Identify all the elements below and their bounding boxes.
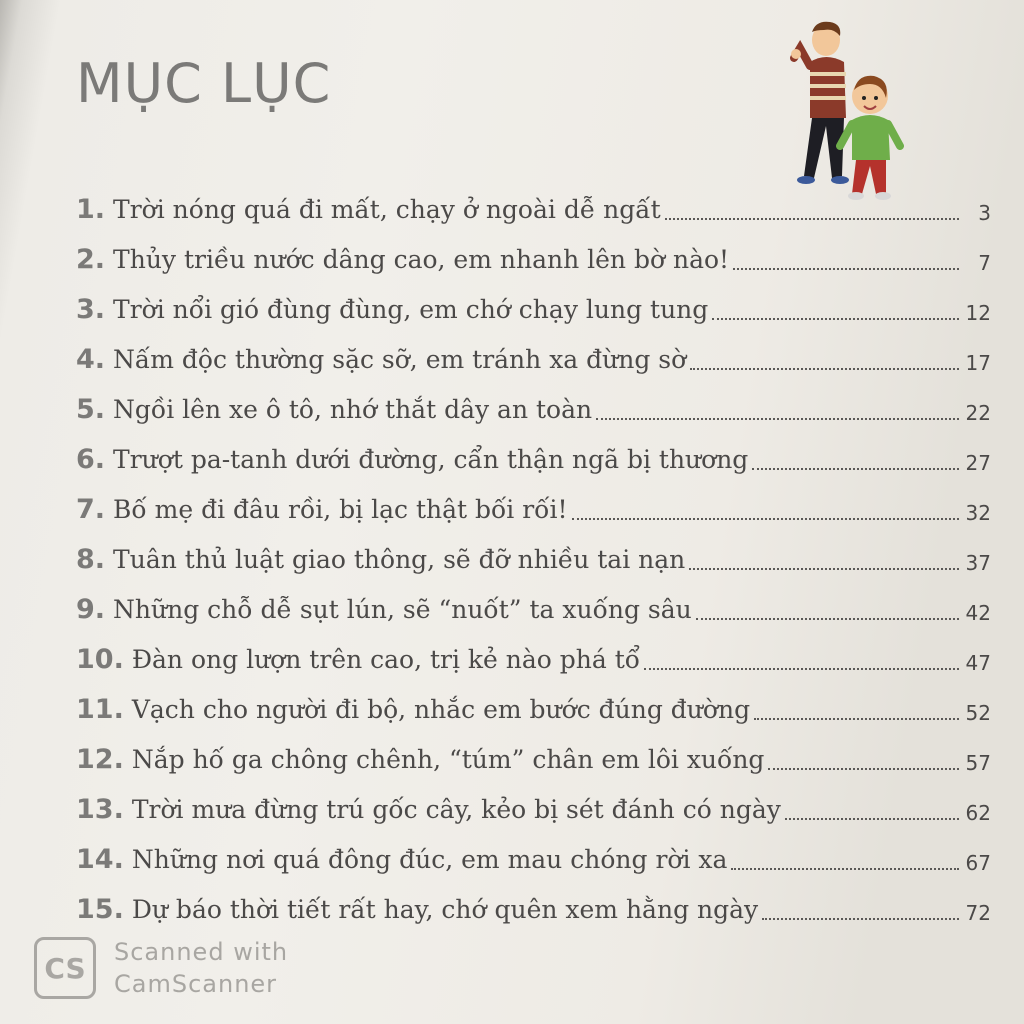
camscanner-logo-icon: CS [34,937,96,999]
two-children-icon [786,18,912,204]
toc-page-number: 52 [965,701,991,725]
toc-leader-dots [572,517,959,520]
camscanner-watermark [34,936,288,1000]
toc-page-number: 37 [965,551,991,575]
toc-title: Dự báo thời tiết rất hay, chớ quên xem hằng ngày [131,895,759,924]
toc-title: Bố mẹ đi đâu rồi, bị lạc thật bối rối! [113,495,568,524]
toc-leader-dots [768,767,959,770]
toc-title: Nấm độc thường sặc sỡ, em tránh xa đừng sờ [113,345,687,374]
toc-page-number: 27 [965,451,991,475]
toc-page-number: 12 [965,301,991,325]
toc-leader-dots [690,367,959,370]
toc-number: 4. [76,344,106,375]
toc-title: Tuân thủ luật giao thông, sẽ đỡ nhiều tai nạn [113,545,686,574]
toc-leader-dots [731,867,959,870]
toc-title: Trời mưa đừng trú gốc cây, kẻo bị sét đánh có ngày [131,795,781,824]
toc-page-number: 17 [965,351,991,375]
toc-entry [76,278,991,328]
toc-entry [76,478,991,528]
toc-title: Vạch cho người đi bộ, nhắc em bước đúng đường [131,695,751,724]
toc-page-number: 67 [965,851,991,875]
toc-title: Đàn ong lượn trên cao, trị kẻ nào phá tổ [131,645,641,674]
toc-leader-dots [696,617,959,620]
toc-leader-dots [644,667,959,670]
toc-number: 12. [76,744,124,775]
toc-title: Thủy triều nước dâng cao, em nhanh lên bờ nào! [113,245,730,274]
toc-entry [76,528,991,578]
toc-number: 3. [76,294,106,325]
toc-number: 14. [76,844,124,875]
toc-entry [76,828,991,878]
toc-leader-dots [785,817,959,820]
toc-leader-dots [712,317,959,320]
toc-number: 11. [76,694,124,725]
toc-entry [76,678,991,728]
toc-number: 6. [76,444,106,475]
toc-number: 13. [76,794,124,825]
toc-entry [76,878,991,928]
toc-page-number: 62 [965,801,991,825]
toc-entry [76,578,991,628]
toc-leader-dots [665,217,959,220]
toc-leader-dots [596,417,959,420]
toc-page-number: 3 [978,201,991,225]
table-of-contents [76,178,991,928]
younger-boy-jacket [852,115,890,160]
toc-entry [76,728,991,778]
watermark-line-1: Scanned with [114,938,289,966]
toc-page-number: 57 [965,751,991,775]
toc-title: Trượt pa-tanh dưới đường, cẩn thận ngã bị thương [113,445,749,474]
toc-number: 9. [76,594,106,625]
toc-title: Những chỗ dễ sụt lún, sẽ “nuốt” ta xuống sâu [113,595,692,624]
toc-entry [76,428,991,478]
watermark-line-2: CamScanner [114,970,278,998]
toc-number: 15. [76,894,124,925]
toc-page-number: 7 [978,251,991,275]
page-title: MỤC LỤC [76,52,332,115]
toc-page-number: 32 [965,501,991,525]
toc-entry [76,178,991,228]
toc-entry [76,328,991,378]
toc-entry [76,628,991,678]
toc-title: Trời nóng quá đi mất, chạy ở ngoài dễ ngất [113,195,661,224]
toc-page-number: 42 [965,601,991,625]
watermark-text [114,936,288,1000]
toc-number: 10. [76,644,124,675]
toc-number: 2. [76,244,106,275]
toc-title: Những nơi quá đông đúc, em mau chóng rời xa [131,845,728,874]
toc-entry [76,778,991,828]
toc-leader-dots [689,567,959,570]
toc-page-number: 47 [965,651,991,675]
toc-entry [76,228,991,278]
toc-number: 7. [76,494,106,525]
toc-title: Ngồi lên xe ô tô, nhớ thắt dây an toàn [113,395,593,424]
toc-page-number: 72 [965,901,991,925]
toc-title: Nắp hố ga chông chênh, “túm” chân em lôi xuống [131,745,765,774]
toc-leader-dots [733,267,959,270]
toc-leader-dots [752,467,959,470]
toc-title: Trời nổi gió đùng đùng, em chớ chạy lung tung [113,295,709,324]
toc-number: 5. [76,394,106,425]
toc-page-number: 22 [965,401,991,425]
toc-number: 1. [76,194,106,225]
toc-leader-dots [762,917,959,920]
toc-leader-dots [754,717,959,720]
toc-entry [76,378,991,428]
toc-number: 8. [76,544,106,575]
